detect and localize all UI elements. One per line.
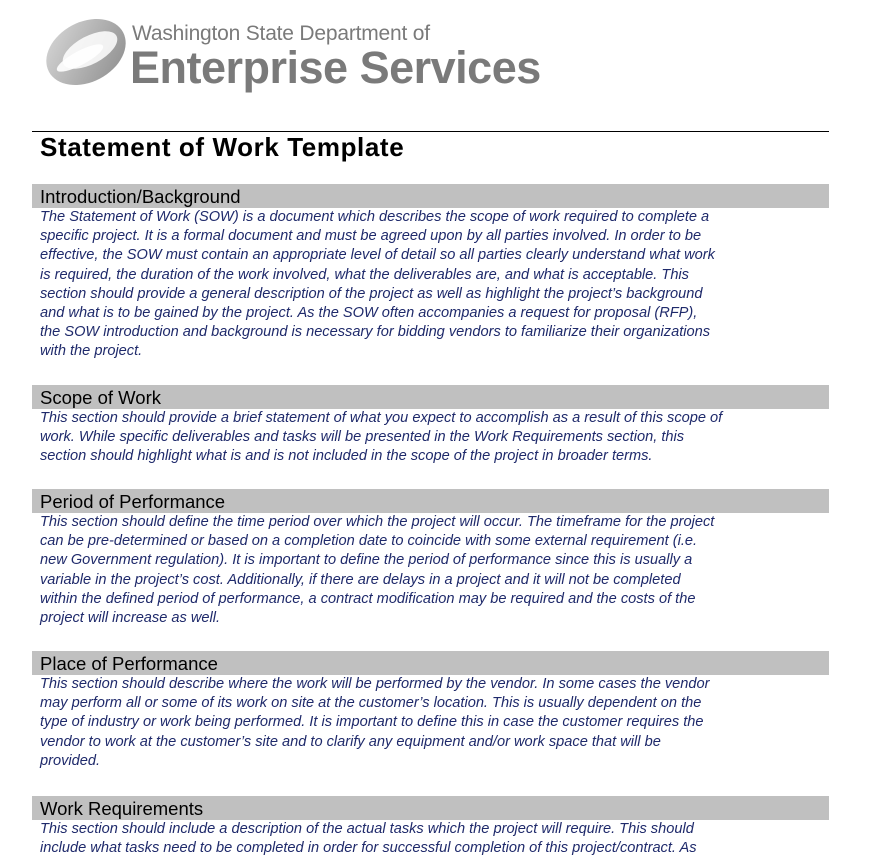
section-body [32,513,829,628]
body-line: can be pre-determined or based on a completion date to coincide with some external requirement (i.e. [40,533,698,550]
body-line: This section should describe where the work will be performed by the vendor. In some cases the vendor [40,676,710,692]
section-scope-of-work [32,385,829,467]
body-line: This section should define the time period over which the project will occur. The timeframe for the project [40,514,715,530]
body-line: and what is to be gained by the project. As the SOW often accompanies a request for proposal (RFP), [40,305,698,322]
section-place-of-performance [32,651,829,771]
body-line: section should provide a general description of the project as well as highlight the project’s background [40,285,703,302]
section-heading: Place of Performance [32,651,829,675]
section-heading: Period of Performance [32,489,829,513]
body-line: provided. [40,752,101,769]
section-body [32,208,829,362]
section-body [32,675,829,771]
body-line: section should highlight what is and is not included in the scope of the project in broader terms. [40,448,653,465]
section-period-of-performance [32,489,829,628]
section-introduction [32,184,829,362]
section-body [32,820,829,858]
body-line: The Statement of Work (SOW) is a document which describes the scope of work required to complete a [40,209,710,225]
organization-logo [40,12,541,93]
body-line: include what tasks need to be completed in order for successful completion of this project/contract. As [40,840,697,857]
body-line: may perform all or some of its work on site at the customer’s location. This is usually dependent on the [40,695,702,712]
section-heading: Scope of Work [32,385,829,409]
body-line: effective, the SOW must contain an appropriate level of detail so all parties clearly understand what work [40,247,715,264]
section-heading: Work Requirements [32,796,829,820]
body-line: new Government regulation). It is important to define the period of performance since this is usually a [40,552,693,569]
body-line: project will increase as well. [40,610,221,627]
body-line: within the defined period of performance, a contract modification may be required and the costs of the [40,590,696,607]
body-line: type of industry or work being performed. It is important to define this in case the customer requires the [40,714,704,731]
body-line: the SOW introduction and background is necessary for bidding vendors to familiarize their organizations [40,324,711,341]
body-line: with the project. [40,343,143,360]
page-title: Statement of Work Template [40,132,405,162]
section-body [32,409,829,467]
body-line: vendor to work at the customer’s site and to clarify any equipment and/or work space that will be [40,733,661,750]
section-heading: Introduction/Background [32,184,829,208]
body-line: specific project. It is a formal document and must be agreed upon by all parties involved. In order to be [40,228,702,245]
org-name-line1: Washington State Department of [132,22,430,45]
section-work-requirements [32,796,829,858]
body-line: This section should include a description of the actual tasks which the project will require. This should [40,821,694,837]
org-name-line2: Enterprise Services [130,42,541,93]
body-line: work. While specific deliverables and tasks will be presented in the Work Requirements section, this [40,429,685,446]
swoosh-logo-icon [40,12,132,92]
body-line: This section should provide a brief statement of what you expect to accomplish as a result of this scope of [40,410,723,426]
body-line: variable in the project’s cost. Additionally, if there are delays in a project and it will not be completed [40,571,681,588]
body-line: is required, the duration of the work involved, what the deliverables are, and what is acceptable. This [40,266,689,283]
